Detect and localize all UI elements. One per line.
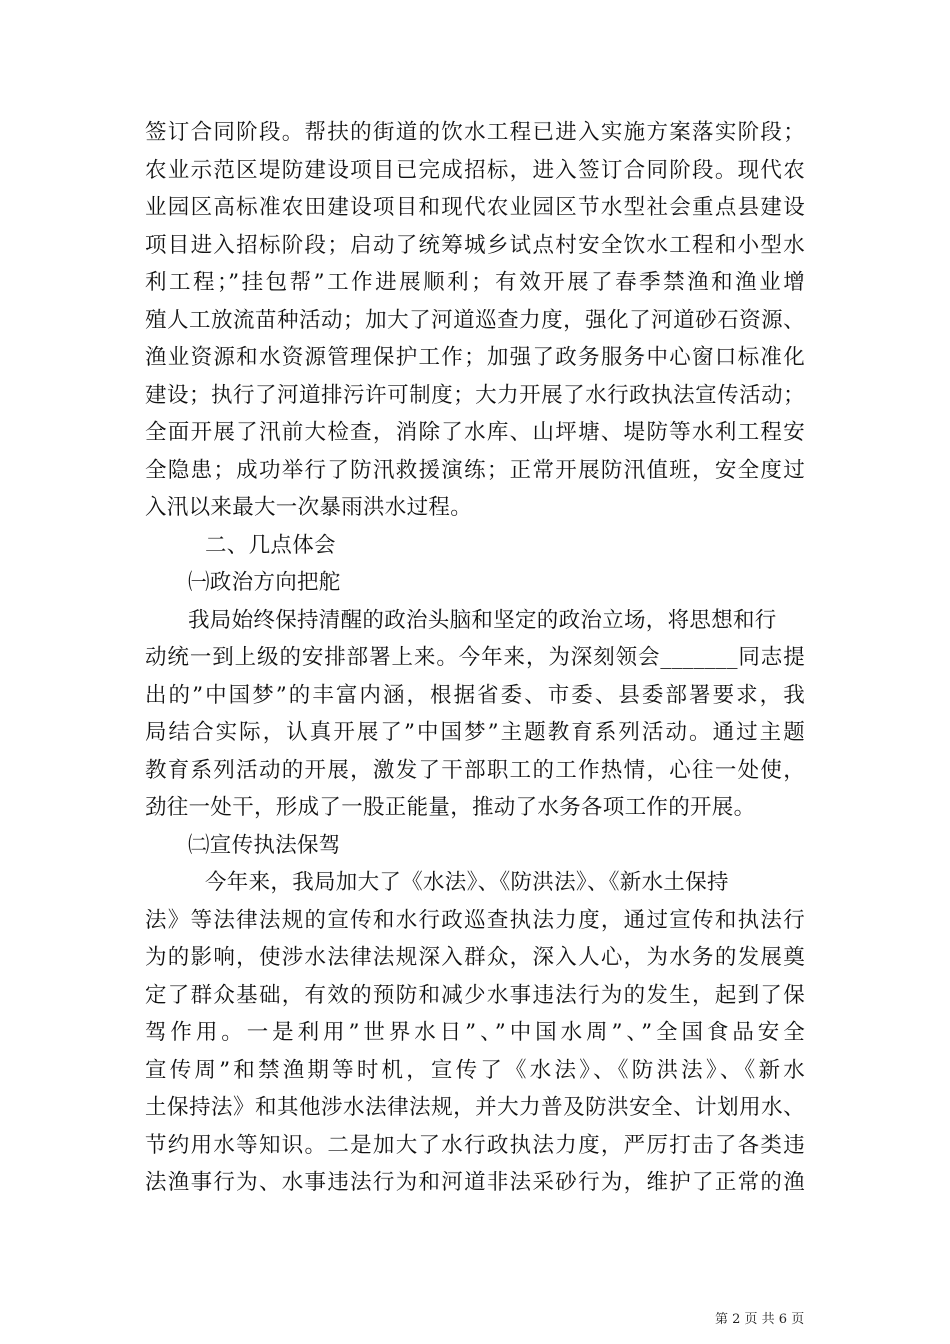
text-line: 出的”中国梦”的丰富内涵，根据省委、市委、县委部署要求，我 bbox=[145, 682, 805, 708]
text-line: 入汛以来最大一次暴雨洪水过程。 bbox=[145, 495, 473, 520]
subsection-heading: ㈠政治方向把舵 bbox=[188, 570, 341, 595]
text-line: 渔业资源和水资源管理保护工作；加强了政务服务中心窗口标准化 bbox=[145, 345, 805, 370]
text-line: 农业示范区堤防建设项目已完成招标，进入签订合同阶段。现代农 bbox=[145, 157, 805, 183]
text-line: 局结合实际，认真开展了”中国梦”主题教育系列活动。通过主题 bbox=[145, 720, 805, 745]
text-line: 法》等法律法规的宣传和水行政巡查执法力度，通过宣传和执法行 bbox=[145, 907, 805, 933]
text-line: 今年来，我局加大了《水法》、《防洪法》、《新水土保持 bbox=[205, 870, 729, 895]
text-line: 节约用水等知识。二是加大了水行政执法力度，严厉打击了各类违 bbox=[145, 1132, 805, 1158]
text-line: 劲往一处干，形成了一股正能量，推动了水务各项工作的开展。 bbox=[145, 795, 756, 820]
text-line: 定了群众基础，有效的预防和减少水事违法行为的发生，起到了保 bbox=[145, 982, 805, 1008]
text-line: 宣传周”和禁渔期等时机，宣传了《水法》、《防洪法》、《新水 bbox=[145, 1057, 805, 1083]
document-body bbox=[145, 114, 805, 1202]
text-line: 我局始终保持清醒的政治头脑和坚定的政治立场，将思想和行 bbox=[188, 607, 777, 633]
text-line: 业园区高标准农田建设项目和现代农业园区节水型社会重点县建设 bbox=[145, 195, 805, 220]
section-heading: 二、几点体会 bbox=[205, 532, 336, 558]
text-line: 全面开展了汛前大检查，消除了水库、山坪塘、堤防等水利工程安 bbox=[145, 420, 805, 445]
subsection-heading: ㈡宣传执法保驾 bbox=[188, 832, 341, 858]
text-line: 法渔事行为、水事违法行为和河道非法采砂行为，维护了正常的渔 bbox=[145, 1170, 805, 1195]
text-line: 教育系列活动的开展，激发了干部职工的工作热情，心往一处使， bbox=[145, 757, 805, 783]
text-line: 动统一到上级的安排部署上来。今年来，为深刻领会_______同志提 bbox=[145, 645, 805, 670]
text-line: 土保持法》和其他涉水法律法规，并大力普及防洪安全、计划用水、 bbox=[145, 1095, 805, 1120]
text-line: 殖人工放流苗种活动；加大了河道巡查力度，强化了河道砂石资源、 bbox=[145, 307, 805, 333]
text-line: 利工程；”挂包帮”工作进展顺利；有效开展了春季禁渔和渔业增 bbox=[145, 270, 805, 295]
text-line: 驾作用。一是利用”世界水日”、”中国水周”、”全国食品安全 bbox=[145, 1020, 805, 1045]
page-number: 第 2 页 共 6 页 bbox=[715, 1312, 805, 1327]
text-line: 签订合同阶段。帮扶的街道的饮水工程已进入实施方案落实阶段； bbox=[145, 120, 805, 145]
text-line: 全隐患；成功举行了防汛救援演练；正常开展防汛值班，安全度过 bbox=[145, 457, 805, 483]
text-line: 建设；执行了河道排污许可制度；大力开展了水行政执法宣传活动； bbox=[145, 382, 805, 408]
text-line: 为的影响，使涉水法律法规深入群众，深入人心，为水务的发展奠 bbox=[145, 945, 805, 970]
text-line: 项目进入招标阶段；启动了统筹城乡试点村安全饮水工程和小型水 bbox=[145, 232, 805, 258]
